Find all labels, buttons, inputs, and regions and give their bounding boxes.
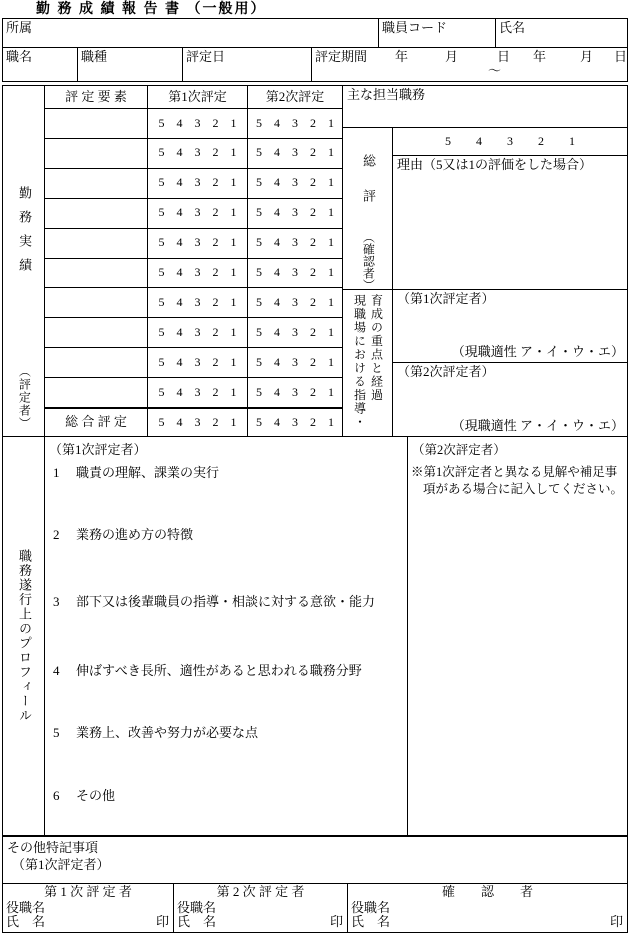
profile-first-rater-label: （第1次評定者） xyxy=(49,442,147,457)
rating-date-cell[interactable] xyxy=(182,48,311,81)
rating-grid-header xyxy=(45,86,342,108)
confirmer-label: （確認者） xyxy=(361,231,376,291)
first-rating-scale[interactable]: 5 4 3 2 1 xyxy=(147,109,247,138)
profile-item-text: 伸ばすべき長所、適性があると思われる職務分野 xyxy=(76,663,362,678)
seal-label: 印 xyxy=(329,914,343,930)
affiliation-cell[interactable] xyxy=(3,19,378,47)
element-input-cell[interactable] xyxy=(45,318,147,347)
period-start-month-label: 月 xyxy=(445,49,459,64)
name-cell[interactable] xyxy=(495,19,627,47)
element-input-cell[interactable] xyxy=(45,199,147,228)
profile-item-number: 2 xyxy=(53,527,60,542)
employee-code-cell[interactable] xyxy=(378,19,495,47)
first-rating-scale[interactable]: 5 4 3 2 1 xyxy=(147,259,247,288)
right-panel xyxy=(342,86,627,436)
profile-item-number: 3 xyxy=(53,594,60,609)
overall-evaluation-label: 総評 xyxy=(360,154,376,224)
overall-evaluation-scale[interactable]: 5 4 3 2 1 xyxy=(445,133,575,148)
profile-item-text: 職責の理解、課業の実行 xyxy=(76,465,220,480)
profile-note-line1: ※第1次評定者と異なる見解や補足事 xyxy=(411,465,618,479)
header-row-2 xyxy=(3,47,627,81)
performance-label-column xyxy=(3,86,44,436)
profile-item xyxy=(53,664,362,679)
second-rater-signature-cell[interactable] xyxy=(173,884,347,932)
rating-row xyxy=(45,317,342,347)
performance-group-label: 勤務実績 xyxy=(16,186,32,282)
first-rating-header-label: 第1次評定 xyxy=(168,88,227,104)
rating-row xyxy=(45,287,342,317)
profile-item xyxy=(53,726,258,741)
period-start-day-label: 日 xyxy=(497,49,511,64)
element-input-cell[interactable] xyxy=(45,288,147,317)
second-rating-scale[interactable]: 5 4 3 2 1 xyxy=(247,378,342,407)
rating-period-cell[interactable] xyxy=(311,48,627,81)
overall-rating-label: 総 合 評 定 xyxy=(65,414,127,430)
first-rating-scale[interactable]: 5 4 3 2 1 xyxy=(147,378,247,407)
rating-date-label: 評定日 xyxy=(186,49,226,64)
confirmer-signature-title: 確 認 者 xyxy=(441,884,533,899)
job-type-cell[interactable] xyxy=(77,48,182,81)
second-rating-scale[interactable]: 5 4 3 2 1 xyxy=(247,229,342,258)
main-duties-label: 主な担当職務 xyxy=(347,87,426,102)
main-duties-cell[interactable] xyxy=(343,86,627,127)
first-rating-scale[interactable]: 5 4 3 2 1 xyxy=(147,169,247,198)
guidance-content xyxy=(392,290,627,436)
element-header-cell xyxy=(45,86,147,108)
job-title-label: 職名 xyxy=(6,49,33,64)
profile-item-number: 4 xyxy=(53,663,60,678)
profile-item-text: その他 xyxy=(76,788,116,803)
profile-item-text: 部下又は後輩職員の指導・相談に対する意欲・能力 xyxy=(76,594,376,609)
remarks-sublabel: （第1次評定者） xyxy=(12,857,110,872)
signer-name-label: 氏 名 xyxy=(6,914,46,930)
rating-row xyxy=(45,198,342,228)
rating-row xyxy=(45,347,342,377)
remarks-label: その他特記事項 xyxy=(7,840,99,855)
period-end-month-label: 月 xyxy=(580,49,594,64)
header-table xyxy=(2,18,628,82)
profile-item-number: 1 xyxy=(53,465,60,480)
overall-evaluation-content xyxy=(392,128,627,289)
first-rating-scale[interactable]: 5 4 3 2 1 xyxy=(147,288,247,317)
first-rating-scale[interactable]: 5 4 3 2 1 xyxy=(147,199,247,228)
second-rating-scale[interactable]: 5 4 3 2 1 xyxy=(247,318,342,347)
profile-item xyxy=(53,595,375,610)
profile-item-text: 業務上、改善や努力が必要な点 xyxy=(76,725,259,740)
profile-first-rater-area[interactable] xyxy=(44,437,407,835)
profile-item-text: 業務の進め方の特徴 xyxy=(76,527,194,542)
element-header-label: 評 定 要 素 xyxy=(65,88,127,104)
profile-item xyxy=(53,789,115,804)
period-end-day-label: 日 xyxy=(614,49,628,64)
guidance-label: 現職場における指導・育成の重点と経過 xyxy=(352,294,384,429)
overall-evaluation-label-column xyxy=(343,128,392,289)
rater-vertical-label: （評定者） xyxy=(17,365,32,430)
seal-label: 印 xyxy=(155,914,169,930)
position-label: 役職名 xyxy=(177,900,217,915)
rating-row xyxy=(45,228,342,258)
name-label: 氏名 xyxy=(499,20,526,35)
signer-name-label: 氏 名 xyxy=(351,914,391,930)
position-label: 役職名 xyxy=(6,900,46,915)
first-rating-scale[interactable]: 5 4 3 2 1 xyxy=(147,139,247,168)
profile-item-number: 6 xyxy=(53,788,60,803)
job-title-cell[interactable] xyxy=(3,48,77,81)
confirmer-signature-cell[interactable] xyxy=(347,884,627,932)
first-rater-guidance-cell[interactable] xyxy=(393,290,627,362)
rating-row xyxy=(45,168,342,198)
job-type-label: 職種 xyxy=(81,49,108,64)
overall-evaluation-section xyxy=(343,127,627,289)
profile-second-rater-area[interactable] xyxy=(407,437,627,835)
overall-rating-row xyxy=(45,407,342,436)
first-rating-scale[interactable]: 5 4 3 2 1 xyxy=(147,229,247,258)
second-rating-scale[interactable]: 5 4 3 2 1 xyxy=(247,169,342,198)
period-end-year-label: 年 xyxy=(533,49,547,64)
second-rating-scale[interactable]: 5 4 3 2 1 xyxy=(247,139,342,168)
second-rating-scale[interactable]: 5 4 3 2 1 xyxy=(247,288,342,317)
element-input-cell[interactable] xyxy=(45,139,147,168)
first-rating-scale[interactable]: 5 4 3 2 1 xyxy=(147,348,247,377)
second-rater-signature-title: 第 2 次 評 定 者 xyxy=(216,884,305,899)
aptitude-label: （現職適性 ア・イ・ウ・エ） xyxy=(451,418,624,434)
period-start-year-label: 年 xyxy=(395,49,409,64)
reason-cell[interactable] xyxy=(393,155,627,289)
form-body xyxy=(2,85,628,933)
employee-code-label: 職員コード xyxy=(382,20,448,35)
second-rating-scale[interactable]: 5 4 3 2 1 xyxy=(247,259,342,288)
header-row-1 xyxy=(3,19,627,47)
form-title: 勤 務 成 績 報 告 書 （一般用） xyxy=(36,2,267,17)
signer-name-label: 氏 名 xyxy=(177,914,217,930)
profile-note-line2: 項がある場合に記入してください。 xyxy=(423,482,624,496)
second-rater-guidance-cell[interactable] xyxy=(393,362,627,436)
position-label: 役職名 xyxy=(351,900,391,915)
profile-item-number: 5 xyxy=(53,725,60,740)
second-rating-header-cell xyxy=(247,86,342,108)
profile-item xyxy=(53,466,219,481)
first-rater-signature-cell[interactable] xyxy=(3,884,173,932)
element-input-cell[interactable] xyxy=(45,348,147,377)
rating-row xyxy=(45,377,342,407)
element-input-cell[interactable] xyxy=(45,229,147,258)
rating-row xyxy=(45,138,342,168)
first-rater-signature-title: 第 1 次 評 定 者 xyxy=(44,884,132,899)
profile-label-column xyxy=(3,437,44,835)
rating-period-label: 評定期間 xyxy=(315,49,368,64)
rating-row xyxy=(45,258,342,288)
second-rating-scale[interactable]: 5 4 3 2 1 xyxy=(247,348,342,377)
profile-section xyxy=(3,436,627,835)
overall-first-rating-scale[interactable]: 5 4 3 2 1 xyxy=(147,409,247,436)
remarks-section[interactable] xyxy=(3,835,627,883)
guidance-section xyxy=(343,289,627,436)
rating-row xyxy=(45,108,342,138)
element-input-cell[interactable] xyxy=(45,378,147,407)
first-rater-label: （第1次評定者） xyxy=(397,291,495,306)
signature-section xyxy=(3,883,627,932)
overall-second-rating-scale[interactable]: 5 4 3 2 1 xyxy=(247,409,342,436)
overall-rating-label-cell xyxy=(45,409,147,436)
second-rating-scale[interactable]: 5 4 3 2 1 xyxy=(247,109,342,138)
reason-label: 理由（5又は1の評価をした場合） xyxy=(397,157,593,172)
second-rating-header-label: 第2次評定 xyxy=(265,88,325,104)
element-input-cell[interactable] xyxy=(45,169,147,198)
performance-section xyxy=(3,86,627,436)
first-rating-scale[interactable]: 5 4 3 2 1 xyxy=(147,318,247,347)
aptitude-label: （現職適性 ア・イ・ウ・エ） xyxy=(451,344,624,360)
first-rating-header-cell xyxy=(147,86,247,108)
seal-label: 印 xyxy=(609,914,623,930)
affiliation-label: 所属 xyxy=(6,20,33,35)
second-rating-scale[interactable]: 5 4 3 2 1 xyxy=(247,199,342,228)
profile-second-rater-label: （第2次評定者） xyxy=(412,443,506,457)
guidance-label-column xyxy=(343,290,392,436)
period-tilde: ～ xyxy=(488,63,502,78)
profile-group-label: 職務遂行上のプロフィール xyxy=(16,549,32,723)
second-rater-label: （第2次評定者） xyxy=(397,364,495,379)
element-input-cell[interactable] xyxy=(45,259,147,288)
element-input-cell[interactable] xyxy=(45,109,147,138)
profile-item xyxy=(53,528,193,543)
rating-grid xyxy=(44,86,342,436)
